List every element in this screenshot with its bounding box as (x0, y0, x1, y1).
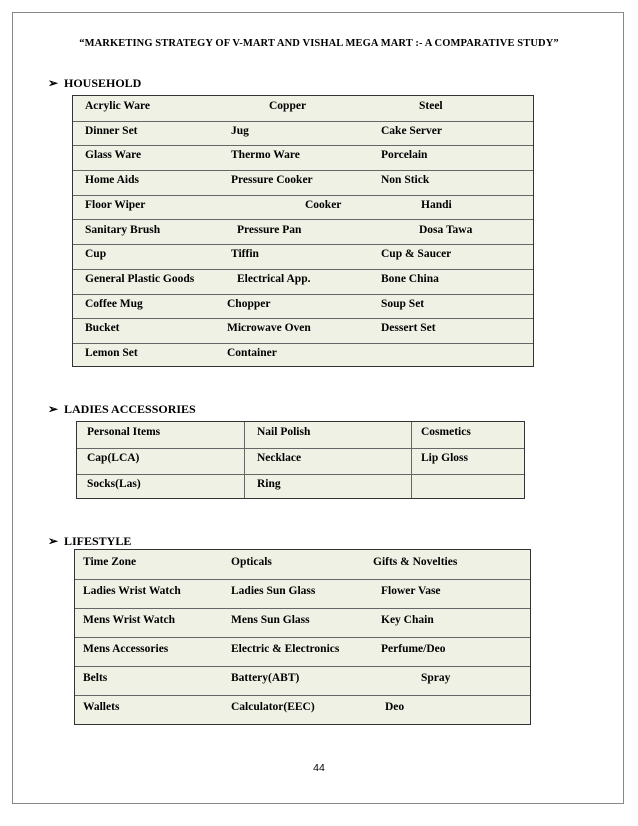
table-cell: Flower Vase (381, 585, 441, 597)
table-cell: Battery(ABT) (231, 672, 300, 684)
table-row (73, 269, 533, 295)
table-cell: Perfume/Deo (381, 643, 446, 655)
table-cell: Personal Items (87, 426, 161, 438)
table-cell: Bone China (381, 272, 439, 285)
table-cell: Electrical App. (237, 272, 311, 285)
table-cell: Gifts & Novelties (373, 556, 458, 568)
table-cell: Cosmetics (421, 426, 471, 438)
table-row (77, 448, 524, 475)
table-cell: Cooker (305, 198, 342, 211)
table-cell: Time Zone (83, 556, 137, 568)
table-cell: Jug (231, 124, 249, 137)
column-divider (244, 422, 245, 498)
table-row (73, 244, 533, 270)
table-cell: Thermo Ware (231, 149, 300, 162)
table-cell: General Plastic Goods (85, 272, 195, 285)
table-cell: Calculator(EEC) (231, 701, 315, 713)
table-cell: Porcelain (381, 149, 428, 162)
bullet-arrow-icon: ➢ (48, 534, 59, 548)
table-row (77, 422, 524, 449)
table-cell: Microwave Oven (227, 322, 311, 335)
table-cell: Acrylic Ware (85, 100, 151, 112)
table-cell: Dessert Set (381, 322, 436, 335)
section-label: LIFESTYLE (64, 534, 132, 548)
bullet-arrow-icon: ➢ (48, 402, 59, 416)
table-cell: Pressure Pan (237, 223, 302, 236)
table-cell: Cup (85, 248, 107, 261)
table-cell: Copper (269, 100, 307, 112)
table-row (73, 294, 533, 320)
table-row (73, 195, 533, 221)
table-cell: Deo (385, 701, 405, 713)
table-cell: Mens Accessories (83, 643, 169, 655)
table-cell: Non Stick (381, 174, 430, 187)
table-cell: Dinner Set (85, 124, 138, 137)
section-label: HOUSEHOLD (64, 76, 142, 90)
table-row (75, 666, 530, 696)
bullet-arrow-icon: ➢ (48, 76, 59, 90)
table-row (75, 637, 530, 667)
table-cell: Coffee Mug (85, 297, 143, 310)
table-cell: Belts (83, 672, 108, 684)
table-row (73, 220, 533, 246)
table-cell: Sanitary Brush (85, 223, 161, 236)
table-cell: Bucket (85, 322, 120, 335)
table-row (73, 121, 533, 147)
table-cell: Glass Ware (85, 149, 142, 162)
table-row (73, 170, 533, 196)
section-ladies-accessories-title (48, 402, 196, 417)
table-cell: Mens Wrist Watch (83, 614, 176, 626)
section-label: LADIES ACCESSORIES (64, 402, 196, 416)
table-cell: Ladies Wrist Watch (83, 585, 181, 597)
table-cell: Electric & Electronics (231, 643, 340, 655)
table-row (75, 608, 530, 638)
table-cell: Lemon Set (85, 347, 138, 359)
ladies-accessories-table (76, 421, 525, 499)
table-row (73, 96, 533, 122)
table-cell: Container (227, 347, 277, 359)
table-cell: Pressure Cooker (231, 174, 313, 187)
table-cell: Tiffin (231, 248, 259, 261)
table-cell: Necklace (257, 452, 302, 464)
table-row (75, 695, 530, 724)
table-row (73, 343, 533, 368)
table-row (75, 550, 530, 580)
table-cell: Floor Wiper (85, 198, 146, 211)
section-lifestyle-title (48, 534, 131, 549)
table-cell: Handi (421, 198, 452, 211)
table-cell: Mens Sun Glass (231, 614, 310, 626)
table-cell: Cake Server (381, 124, 442, 137)
table-row (73, 318, 533, 344)
table-cell: Soup Set (381, 297, 425, 310)
household-table (72, 95, 534, 367)
page-number: 44 (313, 762, 325, 774)
table-cell: Lip Gloss (421, 452, 468, 464)
table-cell: Chopper (227, 297, 271, 310)
table-cell: Socks(Las) (87, 478, 141, 490)
table-cell: Ring (257, 478, 281, 490)
table-cell: Spray (421, 672, 451, 684)
table-row (73, 145, 533, 171)
table-cell: Wallets (83, 701, 120, 713)
section-household-title (48, 76, 141, 91)
table-cell: Ladies Sun Glass (231, 585, 316, 597)
table-row (77, 474, 524, 500)
page-header: “MARKETING STRATEGY OF V-MART AND VISHAL MEGA MART :- A COMPARATIVE STUDY” (79, 38, 559, 49)
table-cell: Opticals (231, 556, 272, 568)
table-cell: Dosa Tawa (419, 223, 473, 236)
table-cell: Cap(LCA) (87, 452, 140, 464)
table-cell: Steel (419, 100, 443, 112)
table-cell: Cup & Saucer (381, 248, 452, 261)
column-divider (411, 422, 412, 498)
lifestyle-table (74, 549, 531, 725)
table-cell: Home Aids (85, 174, 139, 187)
table-row (75, 579, 530, 609)
table-cell: Key Chain (381, 614, 434, 626)
table-cell: Nail Polish (257, 426, 311, 438)
